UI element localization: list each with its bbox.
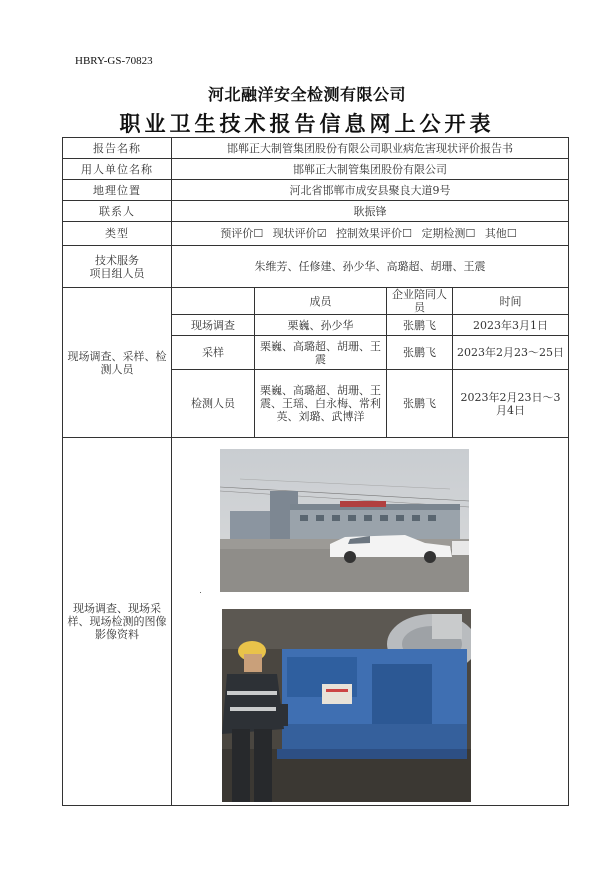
row-type	[63, 222, 569, 246]
checkbox-icon: ☐	[253, 227, 264, 240]
tech-team-value: 朱维芳、任修建、孙少华、高璐超、胡珊、王震	[172, 246, 569, 288]
survey-members: 栗巍、高璐超、胡珊、王震	[255, 336, 387, 370]
survey-escort: 张鹏飞	[387, 315, 453, 336]
survey-escort: 张鹏飞	[387, 336, 453, 370]
contact-label: 联系人	[63, 201, 172, 222]
location-value: 河北省邯郸市成安县聚良大道9号	[172, 180, 569, 201]
type-option-other[interactable]: 其他☐	[484, 227, 517, 240]
survey-members: 栗巍、高璐超、胡珊、王震、王瑶、白永梅、常利英、刘璐、武博洋	[255, 370, 387, 438]
site-machinery-photo	[222, 609, 471, 802]
survey-time: 2023年2月23～25日	[453, 336, 569, 370]
document-code: HBRY-GS-70823	[75, 55, 153, 67]
survey-time: 2023年2月23日～3月4日	[453, 370, 569, 438]
row-contact	[63, 201, 569, 222]
type-option-current[interactable]: 现状评价☑	[272, 227, 327, 240]
contact-value: 耿振锋	[172, 201, 569, 222]
survey-time: 2023年3月1日	[453, 315, 569, 336]
images-label: 现场调查、现场采样、现场检测的图像影像资料	[63, 438, 172, 806]
row-employer	[63, 159, 569, 180]
survey-label: 现场调查、采样、检测人员	[63, 288, 172, 438]
survey-task: 检测人员	[172, 370, 255, 438]
report-name-label: 报告名称	[63, 138, 172, 159]
survey-header-blank	[172, 288, 255, 315]
report-name-value: 邯郸正大制管集团股份有限公司职业病危害现状评价报告书	[172, 138, 569, 159]
site-building-photo	[220, 449, 469, 592]
row-tech-team	[63, 246, 569, 288]
type-option-pre[interactable]: 预评价☐	[220, 227, 264, 240]
location-label: 地理位置	[63, 180, 172, 201]
survey-escort: 张鹏飞	[387, 370, 453, 438]
employer-value: 邯郸正大制管集团股份有限公司	[172, 159, 569, 180]
checkbox-checked-icon: ☑	[316, 227, 327, 240]
stray-dot	[200, 592, 201, 593]
type-label: 类型	[63, 222, 172, 246]
row-report-name	[63, 138, 569, 159]
page-title: 职业卫生技术报告信息网上公开表	[119, 111, 495, 136]
employer-label: 用人单位名称	[63, 159, 172, 180]
tech-team-label: 技术服务 项目组人员	[63, 246, 172, 288]
type-options	[172, 222, 569, 246]
survey-header-escort: 企业陪同人员	[387, 288, 453, 315]
survey-header-members: 成员	[255, 288, 387, 315]
type-option-periodic[interactable]: 定期检测☐	[421, 227, 476, 240]
company-name: 河北融洋安全检测有限公司	[207, 85, 406, 104]
survey-task: 现场调查	[172, 315, 255, 336]
checkbox-icon: ☐	[506, 227, 517, 240]
checkbox-icon: ☐	[402, 227, 412, 240]
survey-members: 栗巍、孙少华	[255, 315, 387, 336]
checkbox-icon: ☐	[465, 227, 476, 240]
row-location	[63, 180, 569, 201]
row-survey-header	[63, 288, 569, 315]
survey-task: 采样	[172, 336, 255, 370]
survey-header-time: 时间	[453, 288, 569, 315]
type-option-control[interactable]: 控制效果评价☐	[336, 227, 412, 240]
